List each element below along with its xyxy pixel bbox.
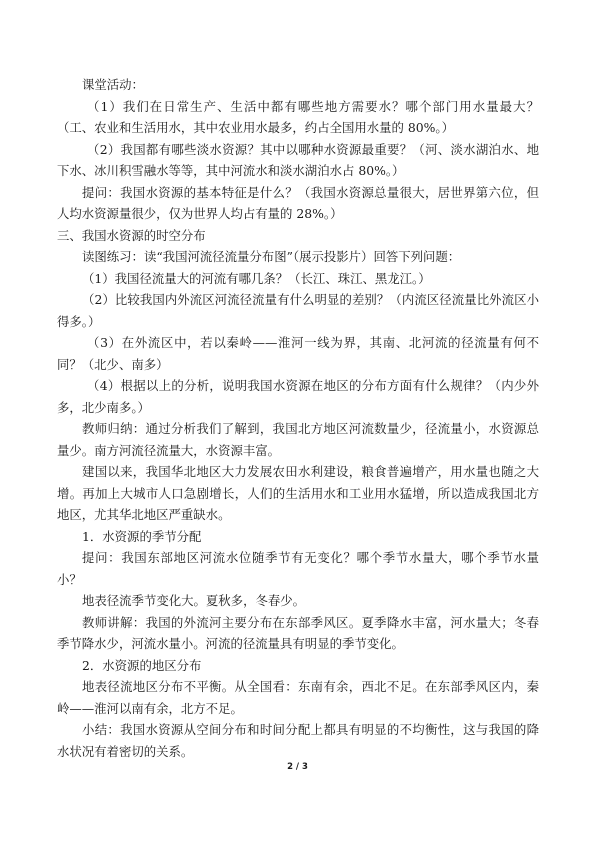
paragraph: 地表径流季节变化大。夏秋多，冬春少。 — [82, 593, 306, 608]
paragraph: 小结：我国水资源从空间分布和时间分配上都具有明显的不均衡性，这与我国的降水状况有着密切的关系。 — [57, 722, 539, 759]
paragraph: 课堂活动： — [82, 77, 144, 92]
paragraph: （4）根据以上的分析，说明我国水资源在地区的分布方面有什么规律？（内少外多，北少南多。） — [57, 378, 539, 415]
paragraph: 2．水资源的地区分布 — [82, 657, 202, 673]
paragraph: （1）我们在日常生产、生活中都有哪些地方需要水？哪个部门用水量最大？（工、农业和生活用水，其中农业用水最多，约占全国用水量的 80%。） — [57, 98, 539, 135]
section-heading: 三、我国水资源的时空分布 — [57, 227, 206, 243]
paragraph: 提问：我国东部地区河流水位随季节有无变化？哪个季节水量大，哪个季节水量小？ — [57, 550, 539, 587]
paragraph: 建国以来，我国华北地区大力发展农田水利建设，粮食普遍增产，用水量也随之大增。再加上大城市人口急剧增长，人们的生活用水和工业用水猛增，所以造成我国北方地区，尤其华北地区严重缺水。 — [57, 464, 539, 522]
paragraph: 地表径流地区分布不平衡。从全国看：东南有余，西北不足。在东部季风区内，秦岭——淮河以南有余，北方不足。 — [57, 679, 539, 716]
paragraph: 1．水资源的季节分配 — [82, 528, 202, 544]
paragraph: （2）比较我国内外流区河流径流量有什么明显的差别？（内流区径流量比外流区小得多。） — [57, 292, 539, 329]
paragraph: 读图练习：读“我国河流径流量分布图”（展示投影片）回答下列问题： — [82, 249, 461, 264]
paragraph: （2）我国都有哪些淡水资源？其中以哪种水资源最重要？（河、淡水湖泊水、地下水、冰川积雪融水等等，其中河流水和淡水湖泊水占 80%。） — [57, 141, 539, 178]
paragraph: 教师归纳：通过分析我们了解到，我国北方地区河流数量少，径流量小，水资源总量少。南方河流径流量大，水资源丰富。 — [57, 421, 539, 458]
paragraph: 提问：我国水资源的基本特征是什么？（我国水资源总量很大，居世界第六位，但人均水资源量很少，仅为世界人均占有量的 28%。） — [57, 184, 539, 221]
document-body — [57, 74, 539, 762]
paragraph: 教师讲解：我国的外流河主要分布在东部季风区。夏季降水丰富，河水量大；冬春季节降水少，河流水量小。河流的径流量具有明显的季节变化。 — [57, 614, 539, 651]
paragraph: （1）我国径流量大的河流有哪几条？（长江、珠江、黑龙江。） — [82, 270, 431, 286]
paragraph: （3）在外流区中，若以秦岭——淮河一线为界，其南、北河流的径流量有何不同？（北少、南多） — [57, 335, 539, 372]
page-number: 2 / 3 — [287, 762, 308, 772]
